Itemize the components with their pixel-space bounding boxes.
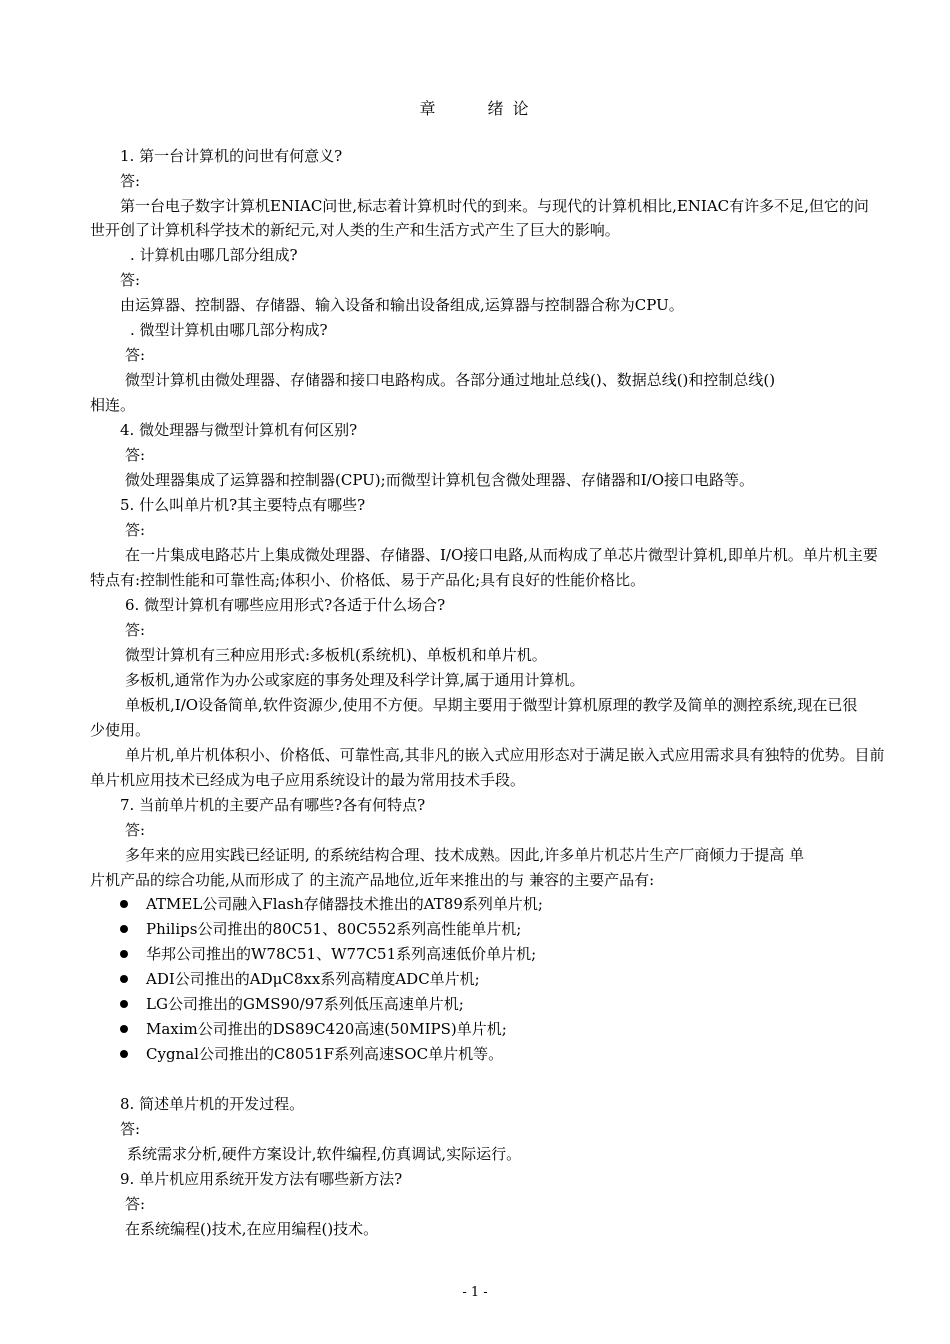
answer-text: 第一台电子数字计算机ENIAC问世,标志着计算机时代的到来。与现代的计算机相比,ENIAC有许多不足,但它的问 <box>120 197 869 215</box>
list-item: 华邦公司推出的W78C51、W77C51系列高速低价单片机; <box>120 944 536 964</box>
answer-text: 单板机,I/O设备简单,软件资源少,使用不方便。早期主要用于微型计算机原理的教学及简单的测控系统,现在已很 <box>125 696 858 714</box>
answer-text: 在一片集成电路芯片上集成微处理器、存储器、I/O接口电路,从而构成了单芯片微型计算机,即单片机。单片机主要 <box>125 546 878 564</box>
question-2: . 计算机由哪几部分组成? <box>130 246 298 264</box>
question-3: . 微型计算机由哪几部分构成? <box>130 321 328 339</box>
bullet-icon <box>120 1025 128 1033</box>
question-8: 8. 简述单片机的开发过程。 <box>120 1095 305 1113</box>
chapter-label: 章 <box>419 99 438 118</box>
answer-text: 微型计算机有三种应用形式:多板机(系统机)、单板机和单片机。 <box>125 646 547 664</box>
answer-text: 多年来的应用实践已经证明, 的系统结构合理、技术成熟。因此,许多单片机芯片生产厂商倾力于提高 单 <box>125 846 805 864</box>
answer-text: 在系统编程()技术,在应用编程()技术。 <box>125 1220 379 1238</box>
list-item: Philips公司推出的80C51、80C552系列高性能单片机; <box>120 919 521 939</box>
question-1: 1. 第一台计算机的问世有何意义? <box>120 147 343 165</box>
answer-text: 系统需求分析,硬件方案设计,软件编程,仿真调试,实际运行。 <box>127 1145 522 1163</box>
list-item: LG公司推出的GMS90/97系列低压高速单片机; <box>120 994 464 1014</box>
answer-text: 由运算器、控制器、存储器、输入设备和输出设备组成,运算器与控制器合称为CPU。 <box>120 296 684 314</box>
answer-label: 答: <box>125 821 146 839</box>
answer-label: 答: <box>120 1120 141 1138</box>
question-5: 5. 什么叫单片机?其主要特点有哪些? <box>120 496 366 514</box>
answer-text: 特点有:控制性能和可靠性高;体积小、价格低、易于产品化;具有良好的性能价格比。 <box>90 571 646 589</box>
list-item: Maxim公司推出的DS89C420高速(50MIPS)单片机; <box>120 1019 507 1039</box>
bullet-icon <box>120 925 128 933</box>
answer-text: 微型计算机由微处理器、存储器和接口电路构成。各部分通过地址总线()、数据总线()和控制总线() <box>125 371 776 389</box>
bullet-icon <box>120 900 128 908</box>
answer-text: 少使用。 <box>90 721 151 739</box>
answer-label: 答: <box>120 271 141 289</box>
bullet-icon <box>120 950 128 958</box>
bullet-icon <box>120 1000 128 1008</box>
answer-text: 多板机,通常作为办公或家庭的事务处理及科学计算,属于通用计算机。 <box>125 671 585 689</box>
answer-text: 单片机,单片机体积小、价格低、可靠性高,其非凡的嵌入式应用形态对于满足嵌入式应用需求具有独特的优势。目前 <box>125 746 885 764</box>
answer-label: 答: <box>125 521 146 539</box>
answer-text: 世开创了计算机科学技术的新纪元,对人类的生产和生活方式产生了巨大的影响。 <box>90 221 620 239</box>
answer-text: 单片机应用技术已经成为电子应用系统设计的最为常用技术手段。 <box>90 771 526 789</box>
answer-label: 答: <box>125 1195 146 1213</box>
answer-label: 答: <box>125 621 146 639</box>
chapter-name: 绪 论 <box>487 99 531 118</box>
answer-label: 答: <box>120 172 141 190</box>
question-6: 6. 微型计算机有哪些应用形式?各适于什么场合? <box>125 596 446 614</box>
list-item: ADI公司推出的ADμC8xx系列高精度ADC单片机; <box>120 969 480 989</box>
answer-text: 片机产品的综合功能,从而形成了 的主流产品地位,近年来推出的与 兼容的主要产品有: <box>90 871 655 889</box>
bullet-icon <box>120 1050 128 1058</box>
question-9: 9. 单片机应用系统开发方法有哪些新方法? <box>120 1170 403 1188</box>
page-number: - 1 - <box>462 1285 488 1300</box>
answer-text: 微处理器集成了运算器和控制器(CPU);而微型计算机包含微处理器、存储器和I/O接口电路等。 <box>125 471 754 489</box>
question-4: 4. 微处理器与微型计算机有何区别? <box>120 421 358 439</box>
question-7: 7. 当前单片机的主要产品有哪些?各有何特点? <box>120 796 426 814</box>
list-item: ATMEL公司融入Flash存储器技术推出的AT89系列单片机; <box>120 894 543 914</box>
answer-label: 答: <box>125 446 146 464</box>
bullet-icon <box>120 975 128 983</box>
answer-text: 相连。 <box>90 396 136 414</box>
list-item: Cygnal公司推出的C8051F系列高速SOC单片机等。 <box>120 1044 503 1064</box>
answer-label: 答: <box>125 346 146 364</box>
chapter-title <box>0 96 950 119</box>
